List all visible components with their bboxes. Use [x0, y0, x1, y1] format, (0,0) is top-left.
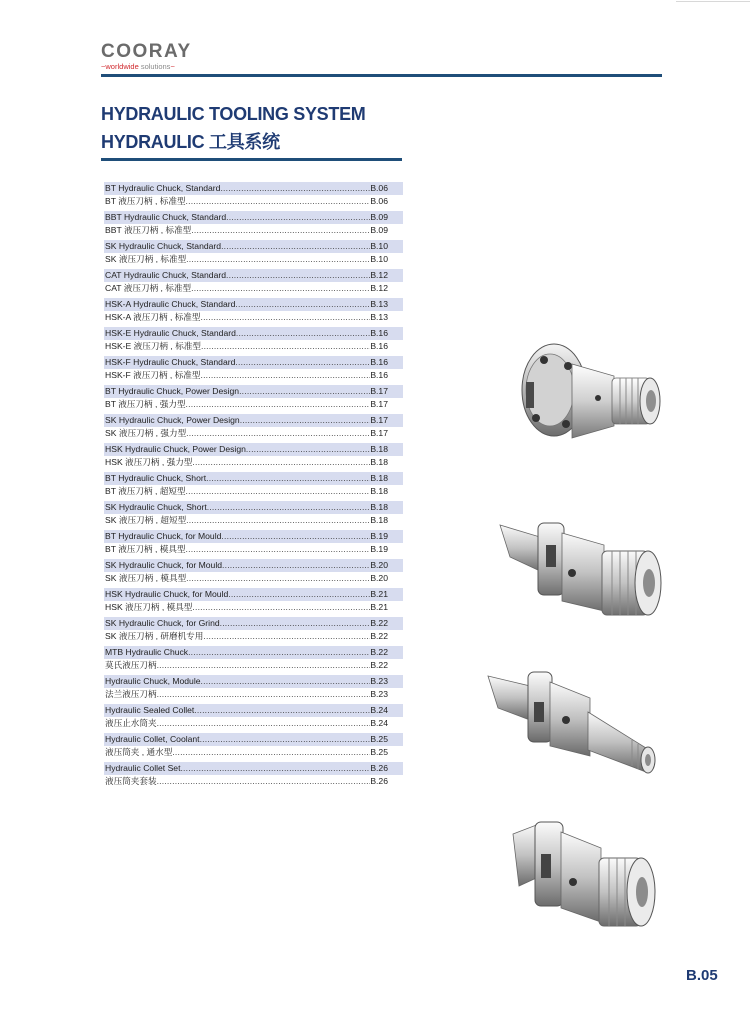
toc-row-cn[interactable]	[104, 485, 403, 498]
toc-label: BT 液压刀柄 , 超短型	[105, 485, 186, 496]
toc-label: HSK 液压刀柄 , 模具型	[105, 601, 193, 612]
toc-row-en[interactable]	[104, 588, 403, 601]
toc-leader-dots	[236, 327, 370, 340]
toc-label: 液压筒夹 , 通水型	[105, 746, 173, 757]
toc-leader-dots	[186, 543, 371, 556]
toc-leader-dots	[220, 182, 370, 195]
toc-row-cn[interactable]	[104, 601, 403, 614]
toc-leader-dots	[239, 385, 370, 398]
toc-entry	[104, 414, 403, 439]
bt-hydraulic-chuck-photo	[494, 515, 666, 635]
toc-entry	[104, 646, 403, 671]
toc-label: Hydraulic Chuck, Module	[105, 676, 201, 686]
toc-row-cn[interactable]	[104, 427, 403, 440]
toc-page-ref: B.12	[370, 282, 388, 293]
toc-row-en[interactable]	[104, 762, 403, 775]
toc-page-ref: B.16	[370, 369, 388, 380]
toc-page-ref: B.18	[370, 473, 388, 483]
toc-leader-dots	[172, 746, 370, 759]
toc-label: CAT 液压刀柄 , 标准型	[105, 282, 192, 293]
toc-row-en[interactable]	[104, 617, 403, 630]
toc-leader-dots	[221, 240, 370, 253]
toc-row-cn[interactable]	[104, 775, 403, 788]
toc-label: SK 液压刀柄 , 超短型	[105, 514, 187, 525]
toc-leader-dots	[240, 414, 371, 427]
toc-leader-dots	[192, 601, 370, 614]
toc-row-cn[interactable]	[104, 514, 403, 527]
toc-label: HSK Hydraulic Chuck, for Mould	[105, 589, 229, 599]
toc-leader-dots	[220, 617, 371, 630]
toc-label: BBT 液压刀柄 , 标准型	[105, 224, 192, 235]
toc-page-ref: B.17	[370, 415, 388, 425]
toc-row-en[interactable]	[104, 269, 403, 282]
toc-label: SK 液压刀柄 , 模具型	[105, 572, 187, 583]
toc-page-ref: B.19	[370, 543, 388, 554]
toc-page-ref: B.19	[370, 531, 388, 541]
toc-leader-dots	[222, 559, 370, 572]
toc-leader-dots	[226, 211, 370, 224]
sk-slim-hydraulic-chuck-photo	[486, 668, 666, 786]
toc-label: MTB Hydraulic Chuck	[105, 647, 189, 657]
toc-row-cn[interactable]	[104, 717, 403, 730]
toc-label: BBT Hydraulic Chuck, Standard	[105, 212, 227, 222]
toc-row-en[interactable]	[104, 559, 403, 572]
toc-entry	[104, 211, 403, 236]
toc-page-ref: B.20	[370, 572, 388, 583]
toc-label: SK Hydraulic Chuck, Standard	[105, 241, 222, 251]
toc-leader-dots	[206, 472, 370, 485]
toc-entry	[104, 675, 403, 700]
toc-row-en[interactable]	[104, 472, 403, 485]
toc-row-cn[interactable]	[104, 630, 403, 643]
toc-label: HSK-F Hydraulic Chuck, Standard	[105, 357, 236, 367]
toc-entry	[104, 559, 403, 584]
toc-label: CAT Hydraulic Chuck, Standard	[105, 270, 227, 280]
toc-page-ref: B.16	[370, 340, 388, 351]
toc-row-en[interactable]	[104, 414, 403, 427]
toc-page-ref: B.10	[370, 253, 388, 264]
toc-entry	[104, 472, 403, 497]
toc-leader-dots	[186, 514, 370, 527]
toc-page-ref: B.17	[370, 427, 388, 438]
toc-page-ref: B.23	[370, 688, 388, 699]
toc-leader-dots	[186, 427, 370, 440]
toc-page-ref: B.18	[370, 514, 388, 525]
toc-row-en[interactable]	[104, 240, 403, 253]
toc-row-en[interactable]	[104, 675, 403, 688]
toc-leader-dots	[186, 253, 370, 266]
toc-page-ref: B.17	[370, 398, 388, 409]
toc-page-ref: B.13	[370, 299, 388, 309]
toc-row-en[interactable]	[104, 298, 403, 311]
toc-page-ref: B.18	[370, 456, 388, 467]
toc-leader-dots	[228, 588, 370, 601]
page-title-cn: HYDRAULIC 工具系统	[101, 132, 280, 152]
toc-row-cn[interactable]	[104, 543, 403, 556]
toc-label: BT Hydraulic Chuck, Power Design	[105, 386, 240, 396]
toc-leader-dots	[188, 646, 370, 659]
toc-label: Hydraulic Collet, Coolant	[105, 734, 200, 744]
toc-label: SK Hydraulic Chuck, for Grind	[105, 618, 220, 628]
toc-leader-dots	[186, 195, 371, 208]
toc-page-ref: B.10	[370, 241, 388, 251]
toc-row-cn[interactable]	[104, 572, 403, 585]
toc-label: BT Hydraulic Chuck, Short	[105, 473, 207, 483]
toc-row-en[interactable]	[104, 356, 403, 369]
toc-label: 莫氏液压刀柄	[105, 659, 157, 670]
toc-row-cn[interactable]	[104, 282, 403, 295]
toc-label: SK 液压刀柄 , 强力型	[105, 427, 187, 438]
toc-row-en[interactable]	[104, 733, 403, 746]
logo-wordmark: COORAY	[101, 41, 192, 62]
toc-page-ref: B.06	[370, 195, 388, 206]
toc-page-ref: B.21	[370, 601, 388, 612]
toc-label: SK 液压刀柄 , 研磨机专用	[105, 630, 204, 641]
toc-page-ref: B.09	[370, 224, 388, 235]
title-divider	[101, 158, 402, 161]
toc-label: SK Hydraulic Chuck, Power Design	[105, 415, 240, 425]
toc-entry	[104, 617, 403, 642]
toc-leader-dots	[157, 775, 371, 788]
toc-label: BT Hydraulic Chuck, for Mould	[105, 531, 222, 541]
toc-page-ref: B.22	[370, 630, 388, 641]
toc-entry	[104, 240, 403, 265]
toc-label: Hydraulic Collet Set	[105, 763, 181, 773]
toc-leader-dots	[180, 762, 370, 775]
toc-label: BT 液压刀柄 , 模具型	[105, 543, 186, 554]
toc-leader-dots	[235, 356, 370, 369]
toc-row-en[interactable]	[104, 443, 403, 456]
toc-page-ref: B.18	[370, 502, 388, 512]
toc-label: SK Hydraulic Chuck, Short	[105, 502, 207, 512]
toc-leader-dots	[207, 501, 371, 514]
logo-tagline: ~worldwide solutions~	[101, 62, 175, 71]
toc-label: HSK Hydraulic Chuck, Power Design	[105, 444, 246, 454]
toc-page-ref: B.18	[370, 444, 388, 454]
toc-row-cn[interactable]	[104, 398, 403, 411]
toc-leader-dots	[200, 733, 371, 746]
toc-page-ref: B.16	[370, 328, 388, 338]
toc-row-en[interactable]	[104, 182, 403, 195]
toc-entry	[104, 588, 403, 613]
header-divider	[101, 74, 662, 77]
toc-leader-dots	[201, 369, 371, 382]
toc-label: HSK-E 液压刀柄 , 标准型	[105, 340, 201, 351]
toc-leader-dots	[226, 269, 370, 282]
toc-row-cn[interactable]	[104, 340, 403, 353]
toc-leader-dots	[201, 675, 371, 688]
toc-row-cn[interactable]	[104, 311, 403, 324]
toc-leader-dots	[191, 282, 370, 295]
toc-label: SK 液压刀柄 , 标准型	[105, 253, 187, 264]
toc-row-en[interactable]	[104, 646, 403, 659]
toc-entry	[104, 298, 403, 323]
toc-entry	[104, 704, 403, 729]
toc-page-ref: B.17	[370, 386, 388, 396]
toc-page-ref: B.23	[370, 676, 388, 686]
toc-leader-dots	[192, 456, 370, 469]
toc-row-cn[interactable]	[104, 688, 403, 701]
toc-leader-dots	[186, 572, 370, 585]
toc-label: HSK-F 液压刀柄 , 标准型	[105, 369, 201, 380]
toc-leader-dots	[186, 485, 371, 498]
toc-entry	[104, 501, 403, 526]
company-logo[interactable]	[101, 42, 213, 70]
toc-row-cn[interactable]	[104, 369, 403, 382]
toc-entry	[104, 733, 403, 758]
page-title-en: HYDRAULIC TOOLING SYSTEM	[101, 104, 366, 124]
toc-leader-dots	[201, 340, 370, 353]
toc-row-cn[interactable]	[104, 195, 403, 208]
toc-leader-dots	[157, 688, 371, 701]
toc-row-cn[interactable]	[104, 456, 403, 469]
toc-entry	[104, 443, 403, 468]
toc-row-en[interactable]	[104, 704, 403, 717]
toc-leader-dots	[246, 443, 370, 456]
toc-page-ref: B.18	[370, 485, 388, 496]
toc-entry	[104, 182, 403, 207]
toc-page-ref: B.09	[370, 212, 388, 222]
toc-page-ref: B.26	[370, 763, 388, 773]
toc-page-ref: B.24	[370, 705, 388, 715]
toc-entry	[104, 356, 403, 381]
toc-row-cn[interactable]	[104, 746, 403, 759]
toc-label: HSK-A Hydraulic Chuck, Standard	[105, 299, 236, 309]
toc-page-ref: B.26	[370, 775, 388, 786]
toc-label: 法兰液压刀柄	[105, 688, 157, 699]
toc-leader-dots	[221, 530, 370, 543]
toc-row-en[interactable]	[104, 211, 403, 224]
hsk-flange-chuck-photo	[516, 342, 668, 460]
toc-row-cn[interactable]	[104, 224, 403, 237]
toc-leader-dots	[157, 717, 371, 730]
toc-label: HSK 液压刀柄 , 强力型	[105, 456, 193, 467]
toc-entry	[104, 327, 403, 352]
toc-row-en[interactable]	[104, 501, 403, 514]
toc-page-ref: B.20	[370, 560, 388, 570]
toc-label: BT 液压刀柄 , 标准型	[105, 195, 186, 206]
toc-page-ref: B.25	[370, 734, 388, 744]
toc-page-ref: B.22	[370, 659, 388, 670]
toc-label: Hydraulic Sealed Collet	[105, 705, 195, 715]
toc-page-ref: B.06	[370, 183, 388, 193]
toc-label: 液压筒夹套装	[105, 775, 157, 786]
toc-leader-dots	[186, 398, 371, 411]
toc-entry	[104, 269, 403, 294]
toc-leader-dots	[201, 311, 371, 324]
toc-page-ref: B.13	[370, 311, 388, 322]
toc-page-ref: B.21	[370, 589, 388, 599]
toc-row-en[interactable]	[104, 327, 403, 340]
toc-label: HSK-A 液压刀柄 , 标准型	[105, 311, 201, 322]
toc-row-en[interactable]	[104, 385, 403, 398]
toc-label: 液压止水筒夹	[105, 717, 157, 728]
toc-page-ref: B.25	[370, 746, 388, 757]
toc-leader-dots	[235, 298, 370, 311]
page-number: B.05	[686, 967, 718, 984]
toc-label: BT 液压刀柄 , 强力型	[105, 398, 186, 409]
table-of-contents	[104, 182, 403, 791]
toc-row-cn[interactable]	[104, 253, 403, 266]
toc-leader-dots	[203, 630, 370, 643]
hsk-hydraulic-chuck-photo	[505, 818, 660, 940]
toc-label: SK Hydraulic Chuck, for Mould	[105, 560, 223, 570]
toc-entry	[104, 530, 403, 555]
toc-page-ref: B.16	[370, 357, 388, 367]
toc-page-ref: B.12	[370, 270, 388, 280]
toc-label: HSK-E Hydraulic Chuck, Standard	[105, 328, 236, 338]
toc-page-ref: B.22	[370, 647, 388, 657]
toc-page-ref: B.22	[370, 618, 388, 628]
toc-leader-dots	[194, 704, 370, 717]
corner-rule	[676, 1, 750, 2]
toc-entry	[104, 385, 403, 410]
toc-leader-dots	[191, 224, 370, 237]
toc-leader-dots	[157, 659, 371, 672]
toc-row-en[interactable]	[104, 530, 403, 543]
toc-entry	[104, 762, 403, 787]
toc-page-ref: B.24	[370, 717, 388, 728]
toc-label: BT Hydraulic Chuck, Standard	[105, 183, 221, 193]
toc-row-cn[interactable]	[104, 659, 403, 672]
